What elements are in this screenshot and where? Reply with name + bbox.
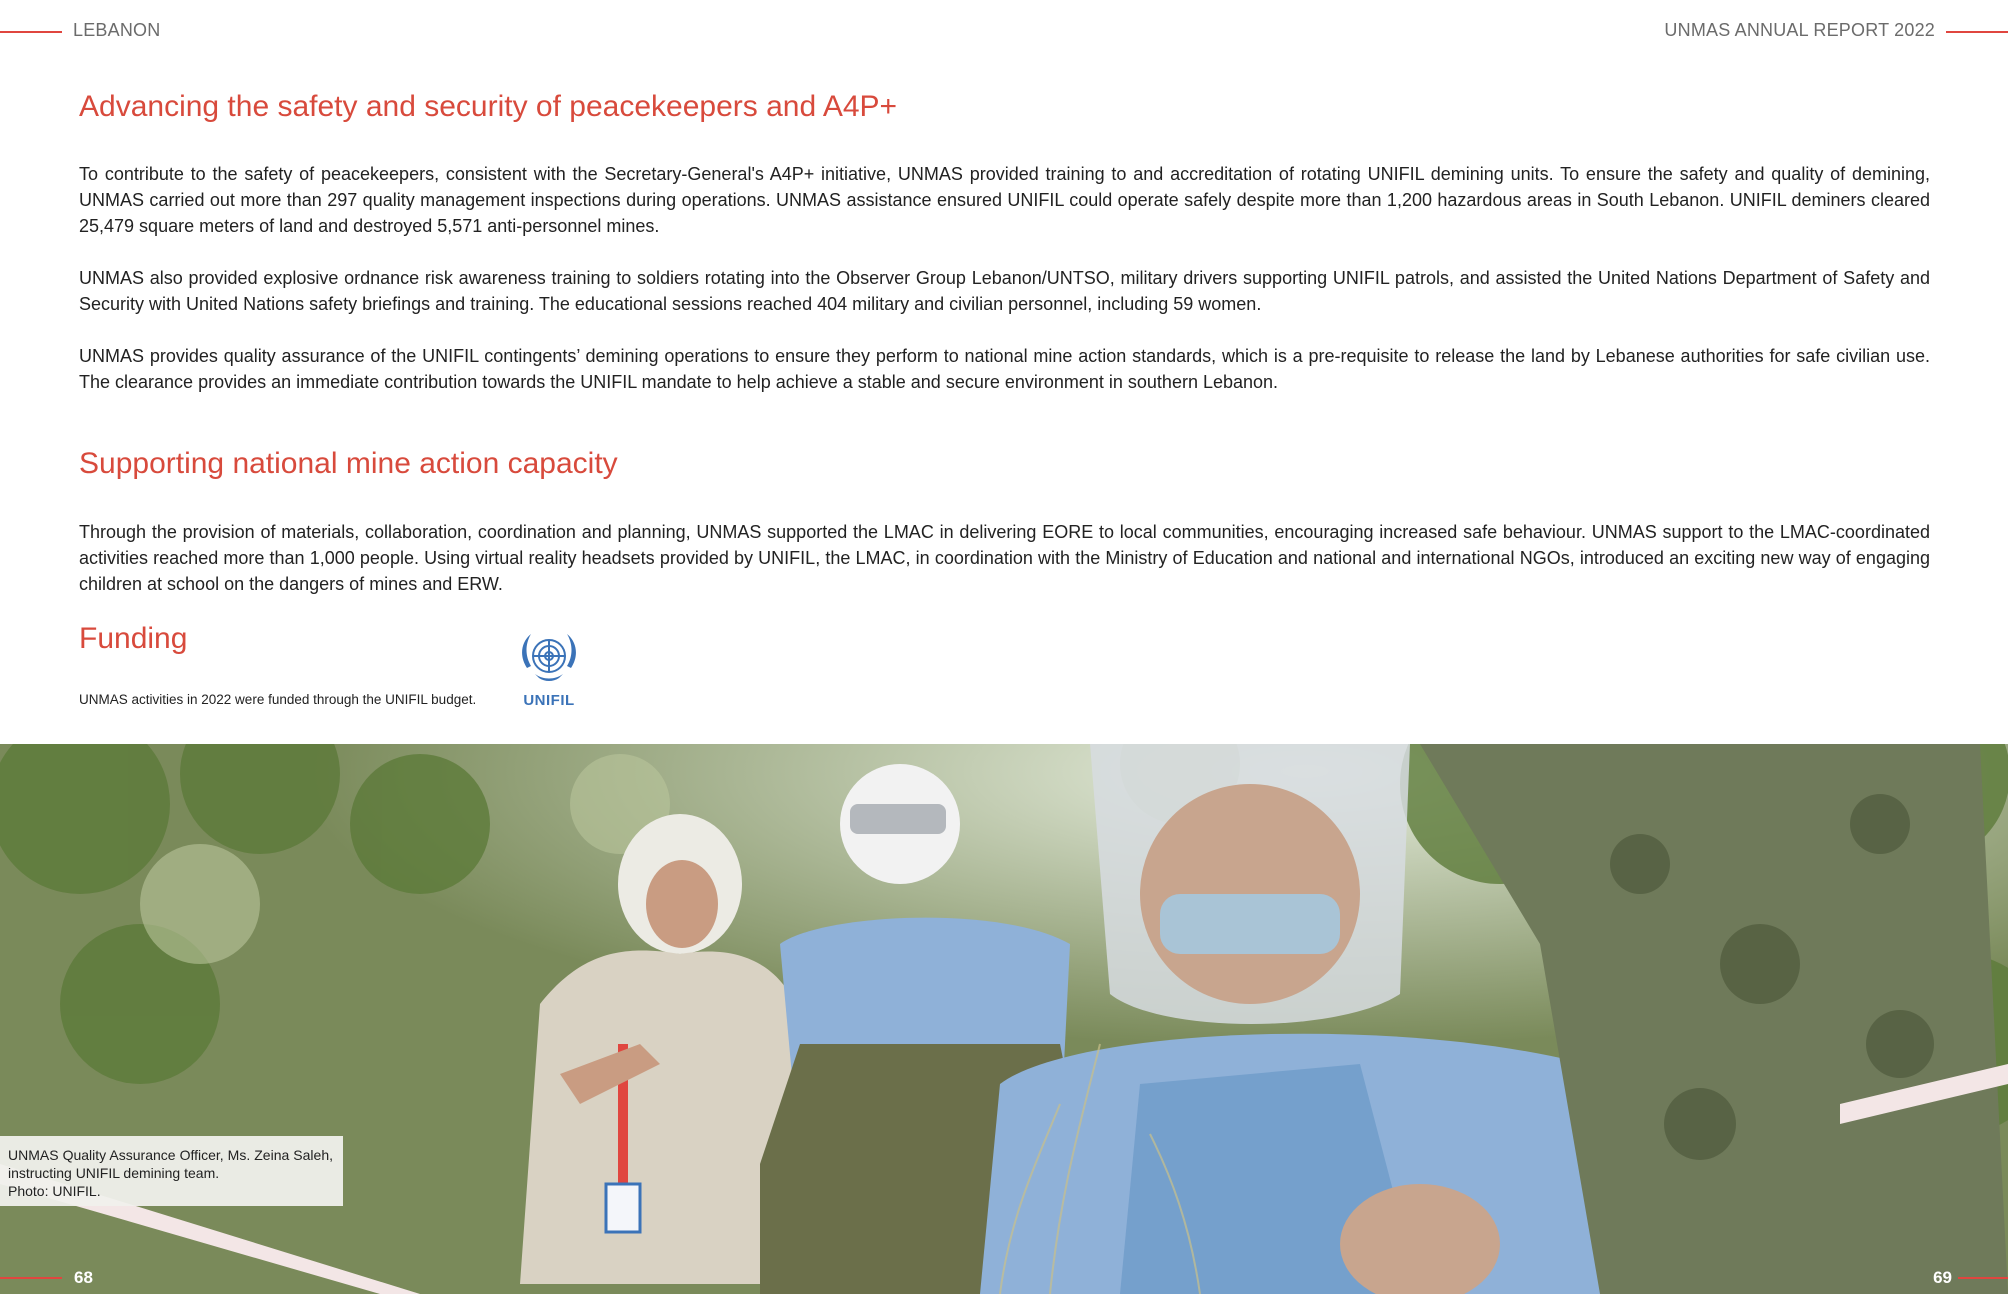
- funding-heading: Funding: [79, 622, 188, 655]
- photo-caption-text: UNMAS Quality Assurance Officer, Ms. Zeina Saleh, instructing UNIFIL demining team.: [8, 1147, 333, 1181]
- footer-rule-left: [0, 1277, 62, 1279]
- safety-heading: Advancing the safety and security of peacekeepers and A4P+: [79, 90, 898, 123]
- capacity-paragraph: Through the provision of materials, collaboration, coordination and planning, UNMAS supported the LMAC in delivering EORE to local communities, encouraging increased safe behaviour. UNMAS support to the LMAC-coordinated activities reached more than 1,000 people. Using virtual reality headsets provided by UNIFIL, the LMAC, in coordination with the Ministry of Education and national and international NGOs, introduced an exciting new way of engaging children at school on the dangers of mines and ERW.: [79, 522, 1930, 594]
- capacity-heading: Supporting national mine action capacity: [79, 447, 618, 480]
- header-rule-left: [0, 31, 62, 33]
- unifil-logo: [513, 628, 585, 712]
- unifil-logo-label: UNIFIL: [523, 692, 575, 709]
- photo-deminers: [0, 744, 2008, 1294]
- funding-text: UNMAS activities in 2022 were funded through the UNIFIL budget.: [79, 692, 477, 707]
- safety-paragraph-2: UNMAS also provided explosive ordnance risk awareness training to soldiers rotating into the Observer Group Lebanon/UNTSO, military drivers supporting UNIFIL patrols, and assisted the United Nations Department of Safety and Security with United Nations safety briefings and training. The educational sessions reached 404 military and civilian personnel, including 59 women.: [79, 268, 1930, 314]
- photo-illustration: [0, 744, 2008, 1294]
- page-number-right: 69: [1933, 1268, 1952, 1287]
- page-number-left: 68: [74, 1268, 93, 1287]
- header-section-label: LEBANON: [73, 20, 161, 40]
- safety-paragraph-3: UNMAS provides quality assurance of the UNIFIL contingents’ demining operations to ensure they perform to national mine action standards, which is a pre-requisite to release the land by Lebanese authorities for safe civilian use. The clearance provides an immediate contribution towards the UNIFIL mandate to help achieve a stable and secure environment in southern Lebanon.: [79, 346, 1930, 392]
- safety-paragraph-1: To contribute to the safety of peacekeepers, consistent with the Secretary-General's A4P+ initiative, UNMAS provided training to and accreditation of rotating UNIFIL demining units. To ensure the safety and quality of demining, UNMAS carried out more than 297 quality management inspections during operations. UNMAS assistance ensured UNIFIL could operate safely despite more than 1,200 hazardous areas in South Lebanon. UNIFIL deminers cleared 25,479 square meters of land and destroyed 5,571 anti-personnel mines.: [79, 164, 1930, 236]
- photo-caption: [0, 1136, 343, 1206]
- un-emblem-icon: [513, 628, 585, 690]
- header-rule-right: [1946, 31, 2008, 33]
- photo-credit: Photo: UNIFIL.: [8, 1183, 101, 1199]
- footer-rule-right: [1958, 1277, 2008, 1279]
- header-report-title: UNMAS ANNUAL REPORT 2022: [1664, 20, 1935, 40]
